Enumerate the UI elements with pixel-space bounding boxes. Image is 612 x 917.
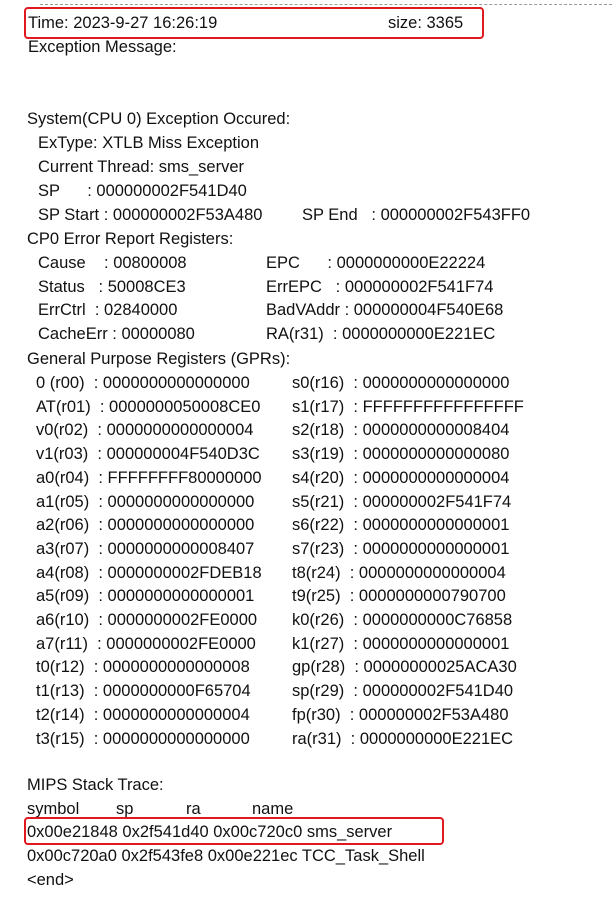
gpr-title <box>0 347 612 371</box>
register-left: a4(r08) : 0000000002FDEB18 <box>36 563 262 582</box>
register-left: a2(r06) : 0000000000000000 <box>36 516 255 535</box>
sp-start-text: SP Start : 000000002F53A480 <box>38 206 263 224</box>
stack-header-sp: sp <box>116 800 134 818</box>
register-row <box>0 490 612 514</box>
stack-row <box>0 844 612 868</box>
register-row <box>0 608 612 632</box>
register-row <box>0 442 612 466</box>
system-title-text: System(CPU 0) Exception Occured: <box>27 110 291 128</box>
sp-text: SP : 000000002F541D40 <box>38 182 247 200</box>
extype-line <box>0 131 612 155</box>
register-row <box>0 655 612 679</box>
register-left: 0 (r00) : 0000000000000000 <box>36 374 250 392</box>
exception-message-label <box>0 35 612 59</box>
register-left: a6(r10) : 0000000002FE0000 <box>36 611 258 629</box>
time-text: Time: 2023-9-27 16:26:19 <box>28 14 218 32</box>
register-left: t0(r12) : 0000000000000008 <box>36 658 250 677</box>
register-left: Status : 50008CE3 <box>38 277 186 296</box>
register-right: fp(r30) : 000000002F53A480 <box>292 705 509 724</box>
register-row <box>0 513 612 537</box>
register-right: ra(r31) : 0000000000E221EC <box>292 729 514 748</box>
stack-row-highlight-box <box>24 817 444 845</box>
cp0-title-text: CP0 Error Report Registers: <box>27 230 234 248</box>
register-right: t9(r25) : 0000000000790700 <box>292 587 506 606</box>
stack-row-text: 0x00e21848 0x2f541d40 0x00c720c0 sms_server <box>27 823 393 841</box>
extype-text: ExType: XTLB Miss Exception <box>38 134 260 152</box>
register-left: a5(r09) : 0000000000000001 <box>36 587 255 606</box>
register-row <box>0 322 612 346</box>
sp-end-text: SP End : 000000002F543FF0 <box>302 206 531 224</box>
stack-title-text: MIPS Stack Trace: <box>27 776 164 794</box>
register-left: t1(r13) : 0000000000F65704 <box>36 682 251 701</box>
register-left: a7(r11) : 0000000002FE0000 <box>36 634 256 653</box>
register-right: k1(r27) : 0000000000000001 <box>292 634 510 653</box>
top-dashed-border <box>40 4 612 5</box>
register-left: t3(r15) : 0000000000000000 <box>36 729 250 748</box>
register-row <box>0 275 612 299</box>
register-row <box>0 584 612 608</box>
thread-line <box>0 155 612 179</box>
register-row <box>0 371 612 395</box>
thread-text: Current Thread: sms_server <box>38 158 245 176</box>
gpr-title-text: General Purpose Registers (GPRs): <box>27 350 291 368</box>
stack-header-ra: ra <box>186 800 201 818</box>
register-row <box>0 727 612 751</box>
stack-title <box>0 773 612 797</box>
register-row <box>0 679 612 703</box>
register-row <box>0 251 612 275</box>
register-right: s5(r21) : 000000002F541F74 <box>292 492 512 511</box>
register-right: s4(r20) : 0000000000000004 <box>292 468 510 487</box>
register-right: s0(r16) : 0000000000000000 <box>292 374 510 392</box>
register-left: v0(r02) : 0000000000000004 <box>36 421 254 440</box>
register-left: t2(r14) : 0000000000000004 <box>36 705 250 724</box>
register-left: CacheErr : 00000080 <box>38 325 195 344</box>
sp-line <box>0 179 612 203</box>
register-left: Cause : 00800008 <box>38 254 187 272</box>
register-right: s1(r17) : FFFFFFFFFFFFFFFF <box>292 397 524 416</box>
register-right: RA(r31) : 0000000000E221EC <box>266 325 496 344</box>
register-row <box>0 703 612 727</box>
register-right: k0(r26) : 0000000000C76858 <box>292 611 513 629</box>
stack-header-name: name <box>252 800 294 818</box>
register-left: a3(r07) : 0000000000008407 <box>36 539 255 558</box>
register-row <box>0 561 612 585</box>
register-right: s3(r19) : 0000000000000080 <box>292 445 510 464</box>
register-right: t8(r24) : 0000000000000004 <box>292 563 506 582</box>
register-left: a0(r04) : FFFFFFFF80000000 <box>36 468 262 487</box>
register-left: a1(r05) : 0000000000000000 <box>36 492 255 511</box>
register-right: s7(r23) : 0000000000000001 <box>292 539 510 558</box>
system-title <box>0 107 612 131</box>
cp0-title <box>0 227 612 251</box>
register-right: s2(r18) : 0000000000008404 <box>292 421 510 440</box>
stack-row-text: 0x00c720a0 0x2f543fe8 0x00e221ec TCC_Task_Shell <box>27 847 425 865</box>
register-row <box>0 298 612 322</box>
register-right: BadVAddr : 000000004F540E68 <box>266 301 504 320</box>
register-right: s6(r22) : 0000000000000001 <box>292 516 510 535</box>
sp-range-line <box>0 203 612 227</box>
register-left: AT(r01) : 0000000050008CE0 <box>36 397 261 416</box>
register-row <box>0 466 612 490</box>
register-left: v1(r03) : 000000004F540D3C <box>36 445 260 464</box>
register-right: EPC : 0000000000E22224 <box>266 254 486 272</box>
register-row <box>0 395 612 419</box>
register-right: sp(r29) : 000000002F541D40 <box>292 682 514 701</box>
size-text: size: 3365 <box>388 14 464 32</box>
register-right: gp(r28) : 00000000025ACA30 <box>292 658 517 677</box>
stack-end <box>0 868 612 892</box>
register-row <box>0 537 612 561</box>
stack-header-symbol: symbol <box>27 800 80 818</box>
exception-message-text: Exception Message: <box>28 38 177 56</box>
register-row <box>0 632 612 656</box>
register-row <box>0 418 612 442</box>
register-left: ErrCtrl : 02840000 <box>38 301 178 320</box>
stack-end-text: <end> <box>27 871 74 889</box>
register-right: ErrEPC : 000000002F541F74 <box>266 277 494 296</box>
